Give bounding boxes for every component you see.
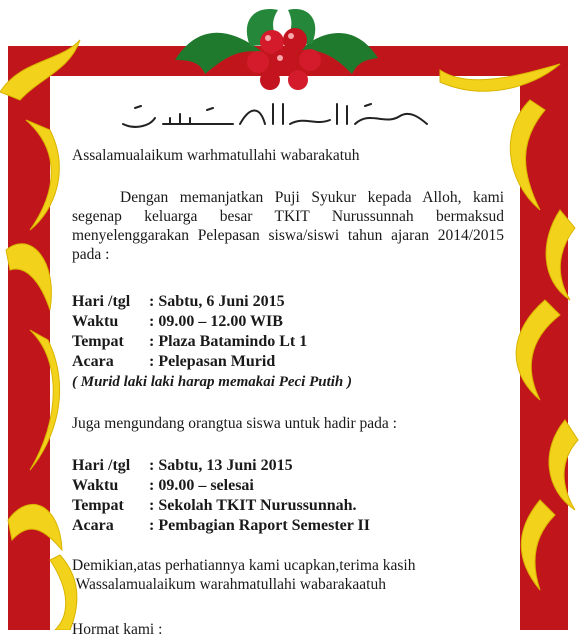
event-value: : Pelepasan Murid: [149, 353, 276, 370]
event-label: Waktu: [72, 313, 119, 330]
letter-regards: Hormat kami :: [72, 621, 163, 638]
event-note: ( Murid laki laki harap memakai Peci Putih ): [72, 374, 353, 390]
event-row-agenda: [72, 516, 504, 536]
event-details-pelepasan: [72, 292, 504, 392]
event-value: : Sabtu, 13 Juni 2015: [149, 457, 293, 474]
closing-salam: Wassalamualaikum warahmatullahi wabarakaatuh: [72, 576, 386, 593]
event-label: Hari /tgl: [72, 457, 131, 474]
letter-greeting: Assalamualaikum warhmatullahi wabarakatuh: [72, 147, 360, 164]
event-value: : 09.00 – 12.00 WIB: [149, 313, 283, 330]
closing-thanks: Demikian,atas perhatiannya kami ucapkan,terima kasih: [72, 557, 416, 574]
letter-intro-paragraph: Dengan memanjatkan Puji Syukur kepada Alloh, kami segenap keluarga besar TKIT Nurussunnah bermaksud menyelenggarakan Pelepasan siswa/siswi tahun ajaran 2014/2015 pada :: [72, 189, 504, 263]
event-value: : Plaza Batamindo Lt 1: [149, 333, 308, 350]
letter-closing: [72, 556, 504, 594]
event-label: Tempat: [72, 497, 124, 514]
event-label: Acara: [72, 353, 114, 370]
event-row-place: [72, 332, 504, 352]
event-value: : Sabtu, 6 Juni 2015: [149, 293, 285, 310]
event-row-date: [72, 456, 504, 476]
event-row-time: [72, 476, 504, 496]
event-label: Acara: [72, 517, 114, 534]
event-details-raport: [72, 456, 504, 536]
event-label: Waktu: [72, 477, 119, 494]
event-row-time: [72, 312, 504, 332]
event-value: : Sekolah TKIT Nurussunnah.: [149, 497, 357, 514]
letter-parents-invitation: Juga mengundang orangtua siswa untuk hadir pada :: [72, 415, 397, 432]
holly-decoration-icon: [175, 9, 378, 90]
event-label: Tempat: [72, 333, 124, 350]
event-row-date: [72, 292, 504, 312]
event-row-agenda: [72, 352, 504, 372]
event-row-place: [72, 496, 504, 516]
bismillah-calligraphy: [115, 96, 435, 136]
event-label: Hari /tgl: [72, 293, 131, 310]
event-value: : Pembagian Raport Semester II: [149, 517, 371, 534]
event-value: : 09.00 – selesai: [149, 477, 254, 494]
